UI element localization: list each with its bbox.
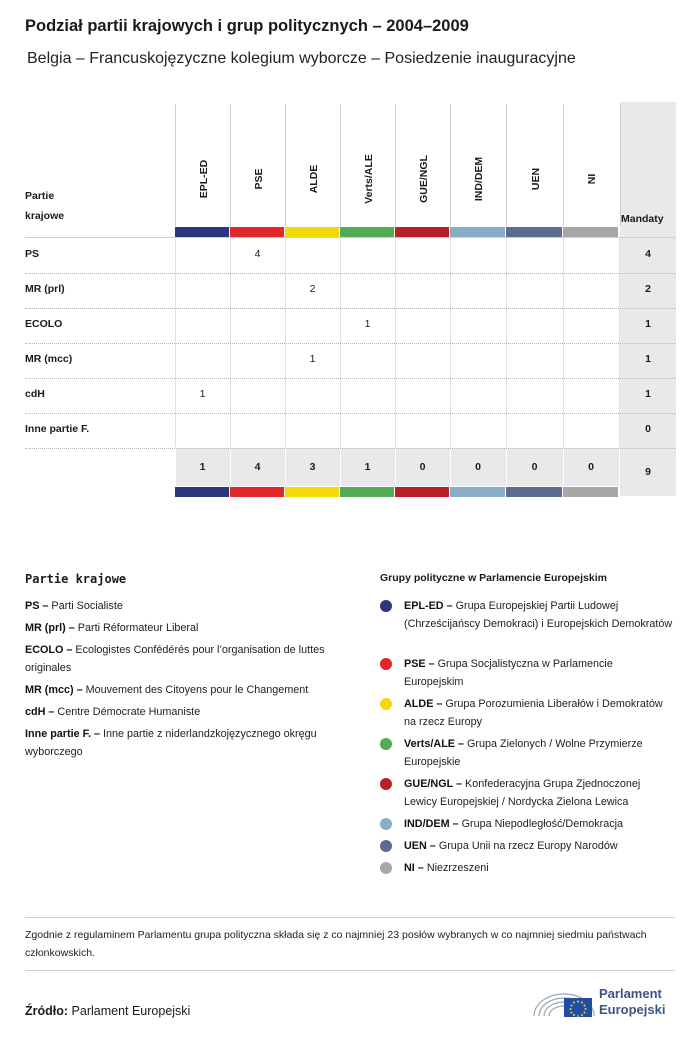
page-title: Podział partii krajowych i grup politycznych – 2004–2009 [25, 17, 469, 35]
row-label: ECOLO [25, 318, 63, 330]
group-abbr: GUE/NGL – [404, 778, 462, 790]
footnote: Zgodnie z regulaminem Parlamentu grupa polityczna składa się z co najmniej 23 posłów wybranych w co najmniej siedmiu państwach członkowskich. [25, 929, 647, 959]
group-header-label: ALDE [307, 164, 320, 194]
group-name: Grupa Europejskiej Partii Ludowej (Chrześcijańscy Demokraci) i Europejskich Demokratów [404, 600, 673, 630]
group-legend-item [404, 735, 674, 771]
row-label: PS [25, 248, 40, 260]
source-line [25, 1004, 190, 1018]
group-color-dot-icon [380, 698, 392, 710]
group-name: Grupa Unii na rzecz Europy Narodów [438, 840, 618, 852]
column-total: 4 [254, 461, 261, 473]
party-name: Parti Réformateur Liberal [77, 622, 199, 634]
row-label: Inne partie F. [25, 423, 90, 435]
column-total: 1 [199, 461, 206, 473]
grand-total: 9 [645, 466, 651, 478]
column-total: 0 [475, 461, 481, 473]
source-value: Parlament Europejski [71, 1004, 191, 1018]
group-header-label: Verts/ALE [362, 154, 375, 204]
party-abbr: Inne partie F. – [25, 728, 100, 740]
row-divider [25, 448, 675, 449]
logo-line-2: Europejski [599, 1002, 666, 1017]
source-label: Źródło: [25, 1004, 69, 1018]
group-color-dot-icon [380, 658, 392, 670]
party-abbr: ECOLO – [25, 644, 73, 656]
group-header-5 [450, 104, 507, 226]
group-header-label: PSE [252, 168, 265, 190]
group-legend-item [404, 859, 674, 877]
group-color-bar-bottom [230, 487, 284, 497]
group-name: Konfederacyjna Grupa Zjednoczonej Lewicy Europejskiej / Nordycka Zielona Lewica [404, 778, 641, 808]
party-legend-item [25, 641, 355, 677]
party-name: Mouvement des Citoyens pour le Changement [85, 684, 309, 696]
parties-legend-title: Partie krajowe [25, 572, 127, 586]
group-header-label: GUE/NGL [417, 155, 430, 203]
group-header-2 [285, 104, 341, 226]
mandates-column [620, 102, 676, 496]
group-color-bar-top [175, 227, 229, 237]
row-total: 2 [645, 283, 651, 295]
group-color-bar-bottom [340, 487, 394, 497]
group-color-bar-bottom [175, 487, 229, 497]
group-header-label: NI [586, 173, 598, 185]
party-name: Ecologistes Confédérés pour l’organisation de luttes originales [25, 644, 325, 674]
group-legend-item [404, 775, 674, 811]
group-color-bar-top [285, 227, 339, 237]
party-name: Parti Socialiste [51, 600, 123, 612]
party-name: Centre Démocrate Humaniste [57, 706, 201, 718]
group-header-3 [340, 104, 396, 226]
party-abbr: cdH – [25, 706, 55, 718]
group-legend-item [404, 837, 674, 855]
mandates-header: Mandaty [621, 213, 664, 225]
group-header-6 [506, 104, 564, 226]
divider [25, 970, 675, 971]
group-color-dot-icon [380, 600, 392, 612]
group-color-bar-bottom [506, 487, 562, 497]
row-divider [25, 378, 675, 379]
group-legend-item [404, 815, 674, 833]
group-color-dot-icon [380, 738, 392, 750]
row-total: 1 [645, 318, 651, 330]
row-divider [25, 343, 675, 344]
group-color-bar-bottom [395, 487, 449, 497]
party-legend-item [25, 681, 355, 699]
group-header-7 [563, 104, 621, 226]
group-color-dot-icon [380, 818, 392, 830]
party-legend-item [25, 725, 355, 761]
group-color-bar-top [563, 227, 618, 237]
group-color-bar-top [506, 227, 562, 237]
page-subtitle: Belgia – Francuskojęzyczne kolegium wyborcze – Posiedzenie inauguracyjne [27, 50, 576, 67]
group-color-bar-top [450, 227, 505, 237]
group-header-label: EPL-ED [197, 159, 210, 199]
party-abbr: PS – [25, 600, 49, 612]
group-color-bar-top [395, 227, 449, 237]
logo-line-1: Parlament [599, 986, 662, 1001]
row-total: 1 [645, 353, 651, 365]
group-name: Grupa Socjalistyczna w Parlamencie Europejskim [404, 658, 613, 688]
row-divider [25, 308, 675, 309]
column-total: 0 [531, 461, 538, 473]
row-total: 4 [645, 248, 651, 260]
group-abbr: ALDE – [404, 698, 443, 710]
row-header [25, 186, 64, 226]
group-abbr: EPL-ED – [404, 600, 453, 612]
group-abbr: Verts/ALE – [404, 738, 465, 750]
group-color-bar-top [230, 227, 284, 237]
row-header-line-1: Partie [25, 190, 55, 202]
group-abbr: PSE – [404, 658, 435, 670]
logo-text [599, 986, 665, 1018]
row-total: 0 [645, 423, 651, 435]
divider [25, 917, 675, 918]
row-label: MR (prl) [25, 283, 65, 295]
group-color-dot-icon [380, 778, 392, 790]
group-color-bar-bottom [285, 487, 339, 497]
party-legend-item [25, 703, 355, 721]
group-abbr: IND/DEM – [404, 818, 459, 830]
group-legend-item [404, 597, 674, 633]
column-total: 3 [309, 461, 316, 473]
group-name: Niezrzeszeni [426, 862, 489, 874]
group-name: Grupa Zielonych / Wolne Przymierze Europejskie [404, 738, 643, 768]
party-legend-item [25, 619, 355, 637]
group-header-1 [230, 104, 286, 226]
group-header-label: IND/DEM [473, 156, 485, 202]
row-label: cdH [25, 388, 45, 400]
group-header-4 [395, 104, 451, 226]
column-total: 0 [419, 461, 426, 473]
group-color-dot-icon [380, 862, 392, 874]
group-name: Grupa Porozumienia Liberałów i Demokratów na rzecz Europy [404, 698, 663, 728]
group-header-0 [175, 104, 231, 226]
group-legend-item [404, 695, 674, 731]
row-divider [25, 413, 675, 414]
party-abbr: MR (mcc) – [25, 684, 83, 696]
column-total: 0 [588, 461, 594, 473]
hemicycle-icon [530, 982, 600, 1022]
group-legend-item [404, 655, 674, 691]
group-color-bar-top [340, 227, 394, 237]
table-cell: 1 [309, 353, 316, 365]
group-header-label: UEN [529, 167, 542, 191]
table-cell: 4 [254, 248, 261, 260]
party-abbr: MR (prl) – [25, 622, 75, 634]
group-abbr: UEN – [404, 840, 436, 852]
party-name: Inne partie z niderlandzkojęzycznego okręgu wyborczego [25, 728, 317, 758]
party-legend-item [25, 597, 355, 615]
row-label: MR (mcc) [25, 353, 73, 365]
group-name: Grupa Niepodległość/Demokracja [461, 818, 624, 830]
table-cell: 2 [309, 283, 316, 295]
row-divider [25, 273, 675, 274]
group-color-bar-bottom [563, 487, 618, 497]
header-rule [25, 237, 675, 238]
column-total: 1 [364, 461, 371, 473]
groups-legend-title: Grupy polityczne w Parlamencie Europejskim [380, 572, 607, 584]
group-color-dot-icon [380, 840, 392, 852]
row-total: 1 [645, 388, 651, 400]
group-abbr: NI – [404, 862, 424, 874]
table-cell: 1 [199, 388, 206, 400]
group-color-bar-bottom [450, 487, 505, 497]
row-header-line-2: krajowe [25, 210, 65, 222]
table-cell: 1 [364, 318, 371, 330]
